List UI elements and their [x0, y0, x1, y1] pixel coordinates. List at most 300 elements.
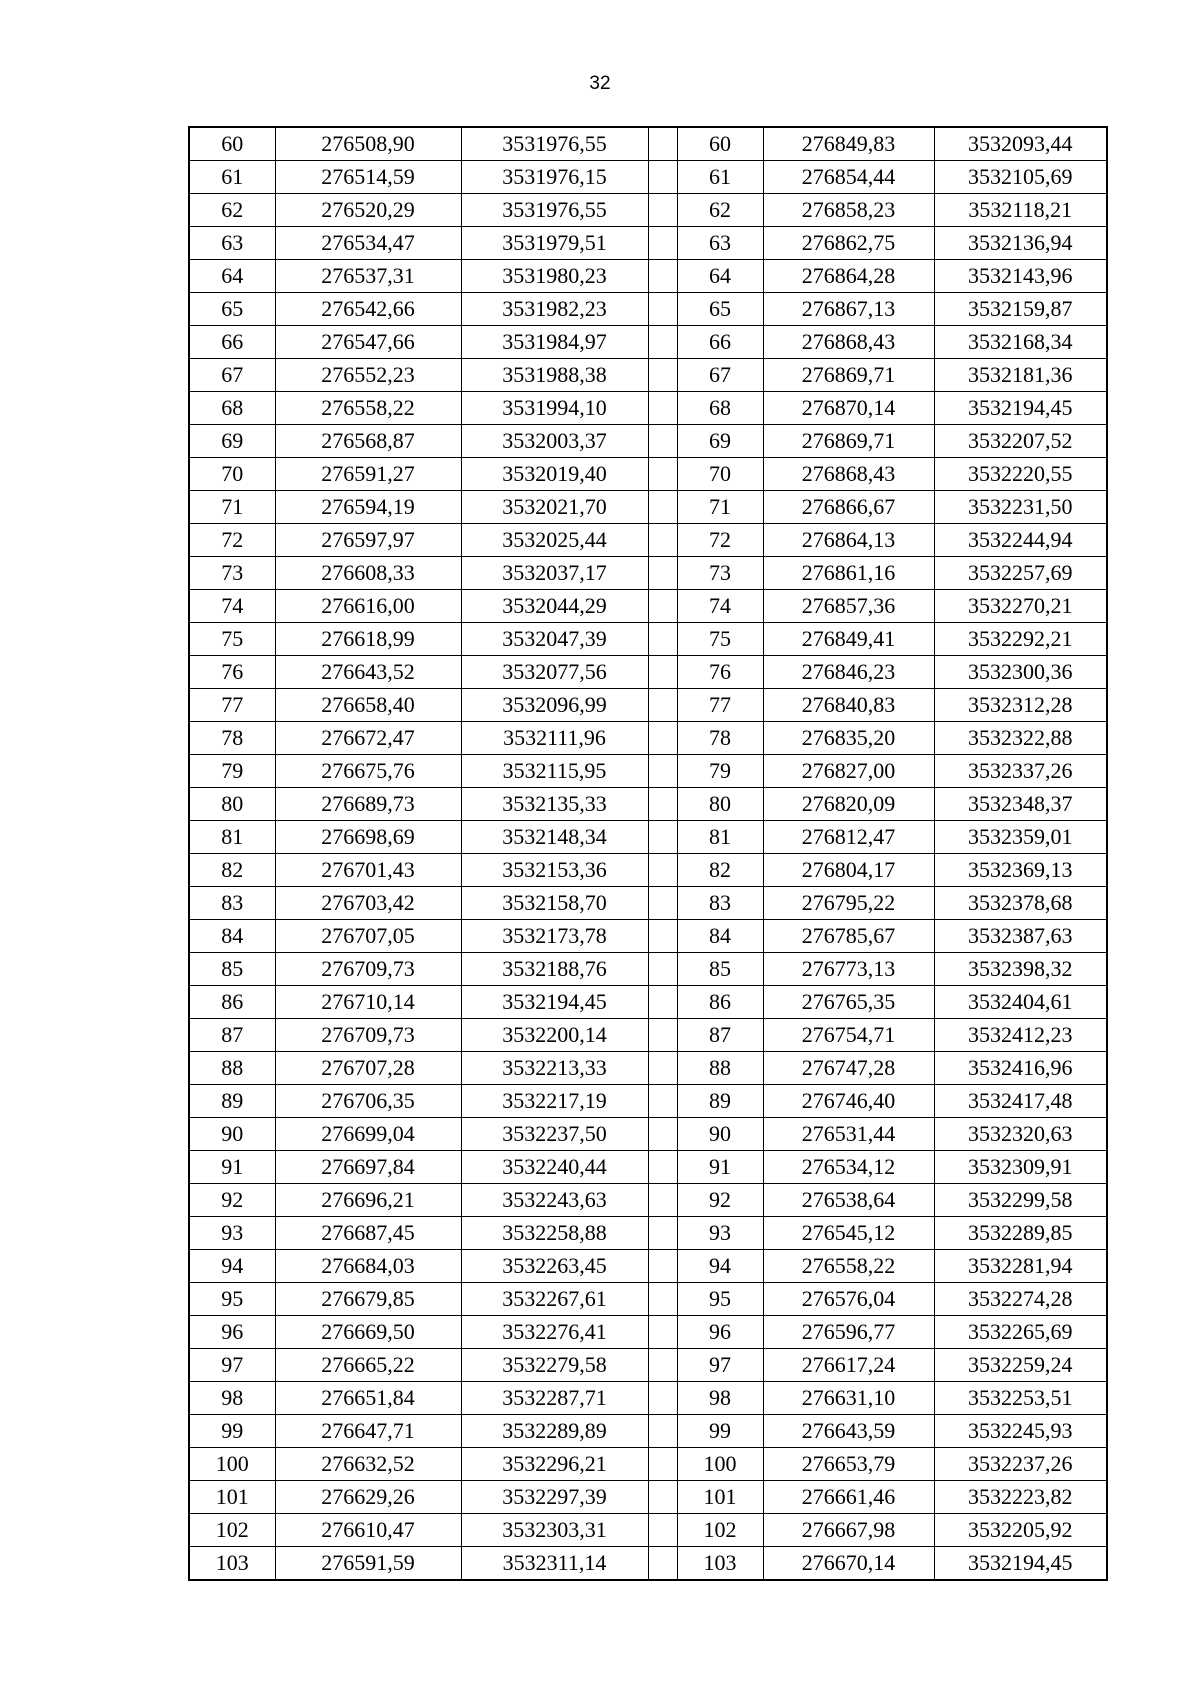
point-number-right: 101 — [677, 1481, 763, 1514]
point-number-left: 85 — [189, 953, 275, 986]
point-number-left: 79 — [189, 755, 275, 788]
point-number-left: 84 — [189, 920, 275, 953]
y-coordinate-left: 3532077,56 — [461, 656, 648, 689]
x-coordinate-right: 276765,35 — [763, 986, 934, 1019]
spacer-cell — [648, 623, 677, 656]
table-row — [189, 953, 1107, 986]
x-coordinate-right: 276869,71 — [763, 425, 934, 458]
point-number-right: 74 — [677, 590, 763, 623]
x-coordinate-left: 276672,47 — [275, 722, 461, 755]
y-coordinate-left: 3532135,33 — [461, 788, 648, 821]
spacer-cell — [648, 986, 677, 1019]
x-coordinate-right: 276596,77 — [763, 1316, 934, 1349]
point-number-right: 81 — [677, 821, 763, 854]
x-coordinate-right: 276576,04 — [763, 1283, 934, 1316]
y-coordinate-left: 3532213,33 — [461, 1052, 648, 1085]
x-coordinate-right: 276846,23 — [763, 656, 934, 689]
spacer-cell — [648, 590, 677, 623]
y-coordinate-left: 3532044,29 — [461, 590, 648, 623]
y-coordinate-left: 3531982,23 — [461, 293, 648, 326]
table-row — [189, 1019, 1107, 1052]
y-coordinate-left: 3532243,63 — [461, 1184, 648, 1217]
spacer-cell — [648, 656, 677, 689]
point-number-left: 70 — [189, 458, 275, 491]
spacer-cell — [648, 260, 677, 293]
x-coordinate-left: 276591,27 — [275, 458, 461, 491]
point-number-right: 66 — [677, 326, 763, 359]
x-coordinate-right: 276812,47 — [763, 821, 934, 854]
table-row — [189, 260, 1107, 293]
spacer-cell — [648, 1481, 677, 1514]
point-number-right: 93 — [677, 1217, 763, 1250]
y-coordinate-right: 3532105,69 — [934, 161, 1107, 194]
x-coordinate-left: 276689,73 — [275, 788, 461, 821]
y-coordinate-right: 3532412,23 — [934, 1019, 1107, 1052]
spacer-cell — [648, 1349, 677, 1382]
point-number-right: 88 — [677, 1052, 763, 1085]
y-coordinate-left: 3531988,38 — [461, 359, 648, 392]
x-coordinate-right: 276849,41 — [763, 623, 934, 656]
x-coordinate-right: 276862,75 — [763, 227, 934, 260]
table-row — [189, 821, 1107, 854]
y-coordinate-left: 3531979,51 — [461, 227, 648, 260]
table-row — [189, 1316, 1107, 1349]
point-number-left: 64 — [189, 260, 275, 293]
point-number-left: 93 — [189, 1217, 275, 1250]
y-coordinate-right: 3532194,45 — [934, 392, 1107, 425]
point-number-right: 73 — [677, 557, 763, 590]
table-row — [189, 425, 1107, 458]
y-coordinate-left: 3531976,15 — [461, 161, 648, 194]
point-number-left: 83 — [189, 887, 275, 920]
y-coordinate-right: 3532289,85 — [934, 1217, 1107, 1250]
x-coordinate-left: 276542,66 — [275, 293, 461, 326]
point-number-right: 76 — [677, 656, 763, 689]
x-coordinate-right: 276754,71 — [763, 1019, 934, 1052]
spacer-cell — [648, 1448, 677, 1481]
x-coordinate-left: 276514,59 — [275, 161, 461, 194]
x-coordinate-right: 276617,24 — [763, 1349, 934, 1382]
y-coordinate-left: 3532158,70 — [461, 887, 648, 920]
y-coordinate-right: 3532257,69 — [934, 557, 1107, 590]
table-row — [189, 1415, 1107, 1448]
x-coordinate-left: 276658,40 — [275, 689, 461, 722]
spacer-cell — [648, 1415, 677, 1448]
table-row — [189, 524, 1107, 557]
y-coordinate-right: 3532398,32 — [934, 953, 1107, 986]
y-coordinate-left: 3532263,45 — [461, 1250, 648, 1283]
point-number-left: 92 — [189, 1184, 275, 1217]
y-coordinate-left: 3532287,71 — [461, 1382, 648, 1415]
x-coordinate-left: 276568,87 — [275, 425, 461, 458]
table-row — [189, 689, 1107, 722]
y-coordinate-right: 3532322,88 — [934, 722, 1107, 755]
table-row — [189, 1481, 1107, 1514]
y-coordinate-left: 3531976,55 — [461, 194, 648, 227]
y-coordinate-right: 3532369,13 — [934, 854, 1107, 887]
x-coordinate-right: 276531,44 — [763, 1118, 934, 1151]
y-coordinate-right: 3532181,36 — [934, 359, 1107, 392]
y-coordinate-left: 3531994,10 — [461, 392, 648, 425]
point-number-right: 75 — [677, 623, 763, 656]
x-coordinate-right: 276643,59 — [763, 1415, 934, 1448]
x-coordinate-left: 276687,45 — [275, 1217, 461, 1250]
point-number-right: 87 — [677, 1019, 763, 1052]
spacer-cell — [648, 1151, 677, 1184]
x-coordinate-right: 276868,43 — [763, 326, 934, 359]
point-number-left: 82 — [189, 854, 275, 887]
x-coordinate-left: 276701,43 — [275, 854, 461, 887]
x-coordinate-right: 276545,12 — [763, 1217, 934, 1250]
spacer-cell — [648, 1283, 677, 1316]
point-number-right: 72 — [677, 524, 763, 557]
coordinates-table-body — [189, 127, 1107, 1580]
x-coordinate-right: 276747,28 — [763, 1052, 934, 1085]
point-number-left: 75 — [189, 623, 275, 656]
spacer-cell — [648, 161, 677, 194]
y-coordinate-right: 3532270,21 — [934, 590, 1107, 623]
point-number-right: 62 — [677, 194, 763, 227]
x-coordinate-left: 276698,69 — [275, 821, 461, 854]
y-coordinate-left: 3532240,44 — [461, 1151, 648, 1184]
y-coordinate-right: 3532118,21 — [934, 194, 1107, 227]
y-coordinate-right: 3532136,94 — [934, 227, 1107, 260]
point-number-right: 60 — [677, 127, 763, 161]
table-row — [189, 458, 1107, 491]
y-coordinate-left: 3532303,31 — [461, 1514, 648, 1547]
spacer-cell — [648, 359, 677, 392]
point-number-right: 61 — [677, 161, 763, 194]
table-row — [189, 755, 1107, 788]
table-row — [189, 590, 1107, 623]
point-number-left: 81 — [189, 821, 275, 854]
point-number-left: 72 — [189, 524, 275, 557]
spacer-cell — [648, 127, 677, 161]
point-number-right: 100 — [677, 1448, 763, 1481]
x-coordinate-left: 276618,99 — [275, 623, 461, 656]
table-row — [189, 623, 1107, 656]
x-coordinate-left: 276706,35 — [275, 1085, 461, 1118]
y-coordinate-right: 3532416,96 — [934, 1052, 1107, 1085]
spacer-cell — [648, 887, 677, 920]
spacer-cell — [648, 1250, 677, 1283]
y-coordinate-right: 3532205,92 — [934, 1514, 1107, 1547]
table-row — [189, 1184, 1107, 1217]
y-coordinate-left: 3531980,23 — [461, 260, 648, 293]
y-coordinate-left: 3532037,17 — [461, 557, 648, 590]
y-coordinate-right: 3532168,34 — [934, 326, 1107, 359]
x-coordinate-left: 276610,47 — [275, 1514, 461, 1547]
point-number-left: 102 — [189, 1514, 275, 1547]
spacer-cell — [648, 557, 677, 590]
x-coordinate-right: 276870,14 — [763, 392, 934, 425]
y-coordinate-left: 3532115,95 — [461, 755, 648, 788]
y-coordinate-left: 3532237,50 — [461, 1118, 648, 1151]
x-coordinate-right: 276785,67 — [763, 920, 934, 953]
x-coordinate-left: 276675,76 — [275, 755, 461, 788]
point-number-right: 91 — [677, 1151, 763, 1184]
point-number-left: 62 — [189, 194, 275, 227]
point-number-left: 80 — [189, 788, 275, 821]
y-coordinate-left: 3532173,78 — [461, 920, 648, 953]
table-row — [189, 227, 1107, 260]
spacer-cell — [648, 854, 677, 887]
table-row — [189, 722, 1107, 755]
table-row — [189, 1217, 1107, 1250]
spacer-cell — [648, 1514, 677, 1547]
y-coordinate-right: 3532274,28 — [934, 1283, 1107, 1316]
x-coordinate-left: 276679,85 — [275, 1283, 461, 1316]
x-coordinate-left: 276669,50 — [275, 1316, 461, 1349]
spacer-cell — [648, 326, 677, 359]
x-coordinate-left: 276597,97 — [275, 524, 461, 557]
y-coordinate-right: 3532300,36 — [934, 656, 1107, 689]
spacer-cell — [648, 1316, 677, 1349]
point-number-left: 98 — [189, 1382, 275, 1415]
spacer-cell — [648, 953, 677, 986]
spacer-cell — [648, 722, 677, 755]
x-coordinate-left: 276707,05 — [275, 920, 461, 953]
y-coordinate-right: 3532281,94 — [934, 1250, 1107, 1283]
point-number-left: 86 — [189, 986, 275, 1019]
point-number-right: 69 — [677, 425, 763, 458]
point-number-right: 65 — [677, 293, 763, 326]
spacer-cell — [648, 1184, 677, 1217]
point-number-right: 68 — [677, 392, 763, 425]
y-coordinate-left: 3532153,36 — [461, 854, 648, 887]
x-coordinate-right: 276667,98 — [763, 1514, 934, 1547]
x-coordinate-right: 276868,43 — [763, 458, 934, 491]
y-coordinate-right: 3532387,63 — [934, 920, 1107, 953]
y-coordinate-right: 3532312,28 — [934, 689, 1107, 722]
point-number-left: 68 — [189, 392, 275, 425]
point-number-right: 78 — [677, 722, 763, 755]
x-coordinate-left: 276703,42 — [275, 887, 461, 920]
point-number-right: 103 — [677, 1547, 763, 1581]
y-coordinate-right: 3532348,37 — [934, 788, 1107, 821]
y-coordinate-left: 3532267,61 — [461, 1283, 648, 1316]
point-number-right: 77 — [677, 689, 763, 722]
point-number-right: 96 — [677, 1316, 763, 1349]
table-row — [189, 194, 1107, 227]
table-row — [189, 1514, 1107, 1547]
y-coordinate-right: 3532337,26 — [934, 755, 1107, 788]
point-number-left: 103 — [189, 1547, 275, 1581]
spacer-cell — [648, 1019, 677, 1052]
point-number-left: 97 — [189, 1349, 275, 1382]
y-coordinate-left: 3532311,14 — [461, 1547, 648, 1581]
x-coordinate-left: 276558,22 — [275, 392, 461, 425]
y-coordinate-left: 3532279,58 — [461, 1349, 648, 1382]
point-number-left: 74 — [189, 590, 275, 623]
x-coordinate-right: 276835,20 — [763, 722, 934, 755]
y-coordinate-left: 3532111,96 — [461, 722, 648, 755]
y-coordinate-left: 3531976,55 — [461, 127, 648, 161]
x-coordinate-right: 276858,23 — [763, 194, 934, 227]
x-coordinate-left: 276710,14 — [275, 986, 461, 1019]
spacer-cell — [648, 821, 677, 854]
spacer-cell — [648, 1118, 677, 1151]
table-row — [189, 1283, 1107, 1316]
x-coordinate-right: 276861,16 — [763, 557, 934, 590]
spacer-cell — [648, 1217, 677, 1250]
point-number-left: 65 — [189, 293, 275, 326]
point-number-left: 96 — [189, 1316, 275, 1349]
y-coordinate-left: 3532148,34 — [461, 821, 648, 854]
point-number-left: 63 — [189, 227, 275, 260]
point-number-right: 79 — [677, 755, 763, 788]
point-number-left: 66 — [189, 326, 275, 359]
point-number-right: 71 — [677, 491, 763, 524]
y-coordinate-right: 3532359,01 — [934, 821, 1107, 854]
point-number-right: 86 — [677, 986, 763, 1019]
point-number-right: 85 — [677, 953, 763, 986]
spacer-cell — [648, 755, 677, 788]
spacer-cell — [648, 1382, 677, 1415]
point-number-left: 76 — [189, 656, 275, 689]
table-row — [189, 491, 1107, 524]
point-number-right: 89 — [677, 1085, 763, 1118]
x-coordinate-right: 276653,79 — [763, 1448, 934, 1481]
table-row — [189, 656, 1107, 689]
x-coordinate-left: 276665,22 — [275, 1349, 461, 1382]
spacer-cell — [648, 425, 677, 458]
point-number-left: 88 — [189, 1052, 275, 1085]
table-row — [189, 1448, 1107, 1481]
x-coordinate-left: 276699,04 — [275, 1118, 461, 1151]
x-coordinate-left: 276709,73 — [275, 1019, 461, 1052]
x-coordinate-left: 276608,33 — [275, 557, 461, 590]
point-number-left: 100 — [189, 1448, 275, 1481]
point-number-right: 70 — [677, 458, 763, 491]
y-coordinate-right: 3532265,69 — [934, 1316, 1107, 1349]
spacer-cell — [648, 227, 677, 260]
point-number-right: 95 — [677, 1283, 763, 1316]
page-number: 32 — [589, 73, 611, 94]
point-number-right: 63 — [677, 227, 763, 260]
table-row — [189, 1151, 1107, 1184]
x-coordinate-right: 276827,00 — [763, 755, 934, 788]
y-coordinate-right: 3532231,50 — [934, 491, 1107, 524]
y-coordinate-right: 3532093,44 — [934, 127, 1107, 161]
table-row — [189, 854, 1107, 887]
x-coordinate-right: 276804,17 — [763, 854, 934, 887]
point-number-right: 99 — [677, 1415, 763, 1448]
table-row — [189, 161, 1107, 194]
point-number-left: 77 — [189, 689, 275, 722]
point-number-left: 99 — [189, 1415, 275, 1448]
table-row — [189, 326, 1107, 359]
spacer-cell — [648, 788, 677, 821]
spacer-cell — [648, 920, 677, 953]
point-number-left: 91 — [189, 1151, 275, 1184]
y-coordinate-right: 3532223,82 — [934, 1481, 1107, 1514]
x-coordinate-right: 276857,36 — [763, 590, 934, 623]
y-coordinate-left: 3532025,44 — [461, 524, 648, 557]
y-coordinate-right: 3532299,58 — [934, 1184, 1107, 1217]
x-coordinate-left: 276697,84 — [275, 1151, 461, 1184]
point-number-right: 98 — [677, 1382, 763, 1415]
y-coordinate-right: 3532320,63 — [934, 1118, 1107, 1151]
point-number-left: 69 — [189, 425, 275, 458]
x-coordinate-left: 276707,28 — [275, 1052, 461, 1085]
x-coordinate-left: 276629,26 — [275, 1481, 461, 1514]
point-number-left: 71 — [189, 491, 275, 524]
x-coordinate-left: 276684,03 — [275, 1250, 461, 1283]
x-coordinate-left: 276647,71 — [275, 1415, 461, 1448]
spacer-cell — [648, 1547, 677, 1581]
y-coordinate-left: 3532096,99 — [461, 689, 648, 722]
x-coordinate-left: 276632,52 — [275, 1448, 461, 1481]
spacer-cell — [648, 293, 677, 326]
spacer-cell — [648, 392, 677, 425]
table-row — [189, 986, 1107, 1019]
y-coordinate-left: 3532003,37 — [461, 425, 648, 458]
point-number-left: 101 — [189, 1481, 275, 1514]
x-coordinate-right: 276746,40 — [763, 1085, 934, 1118]
y-coordinate-left: 3532276,41 — [461, 1316, 648, 1349]
y-coordinate-right: 3532194,45 — [934, 1547, 1107, 1581]
spacer-cell — [648, 458, 677, 491]
y-coordinate-left: 3532289,89 — [461, 1415, 648, 1448]
point-number-left: 87 — [189, 1019, 275, 1052]
table-row — [189, 127, 1107, 161]
y-coordinate-right: 3532207,52 — [934, 425, 1107, 458]
y-coordinate-left: 3531984,97 — [461, 326, 648, 359]
x-coordinate-left: 276591,59 — [275, 1547, 461, 1581]
x-coordinate-right: 276867,13 — [763, 293, 934, 326]
x-coordinate-right: 276631,10 — [763, 1382, 934, 1415]
point-number-right: 84 — [677, 920, 763, 953]
point-number-left: 95 — [189, 1283, 275, 1316]
y-coordinate-left: 3532200,14 — [461, 1019, 648, 1052]
point-number-left: 89 — [189, 1085, 275, 1118]
x-coordinate-right: 276534,12 — [763, 1151, 934, 1184]
x-coordinate-left: 276508,90 — [275, 127, 461, 161]
y-coordinate-left: 3532296,21 — [461, 1448, 648, 1481]
y-coordinate-right: 3532404,61 — [934, 986, 1107, 1019]
table-row — [189, 392, 1107, 425]
spacer-cell — [648, 194, 677, 227]
spacer-cell — [648, 524, 677, 557]
spacer-cell — [648, 491, 677, 524]
y-coordinate-right: 3532259,24 — [934, 1349, 1107, 1382]
x-coordinate-left: 276552,23 — [275, 359, 461, 392]
table-row — [189, 887, 1107, 920]
point-number-right: 82 — [677, 854, 763, 887]
point-number-right: 90 — [677, 1118, 763, 1151]
y-coordinate-right: 3532220,55 — [934, 458, 1107, 491]
y-coordinate-right: 3532237,26 — [934, 1448, 1107, 1481]
table-row — [189, 1052, 1107, 1085]
table-row — [189, 557, 1107, 590]
table-row — [189, 1250, 1107, 1283]
x-coordinate-left: 276616,00 — [275, 590, 461, 623]
y-coordinate-left: 3532258,88 — [461, 1217, 648, 1250]
point-number-left: 78 — [189, 722, 275, 755]
point-number-right: 67 — [677, 359, 763, 392]
x-coordinate-right: 276558,22 — [763, 1250, 934, 1283]
y-coordinate-right: 3532417,48 — [934, 1085, 1107, 1118]
y-coordinate-right: 3532378,68 — [934, 887, 1107, 920]
x-coordinate-left: 276696,21 — [275, 1184, 461, 1217]
table-row — [189, 1085, 1107, 1118]
y-coordinate-right: 3532245,93 — [934, 1415, 1107, 1448]
x-coordinate-right: 276538,64 — [763, 1184, 934, 1217]
point-number-left: 94 — [189, 1250, 275, 1283]
x-coordinate-left: 276643,52 — [275, 656, 461, 689]
x-coordinate-left: 276709,73 — [275, 953, 461, 986]
